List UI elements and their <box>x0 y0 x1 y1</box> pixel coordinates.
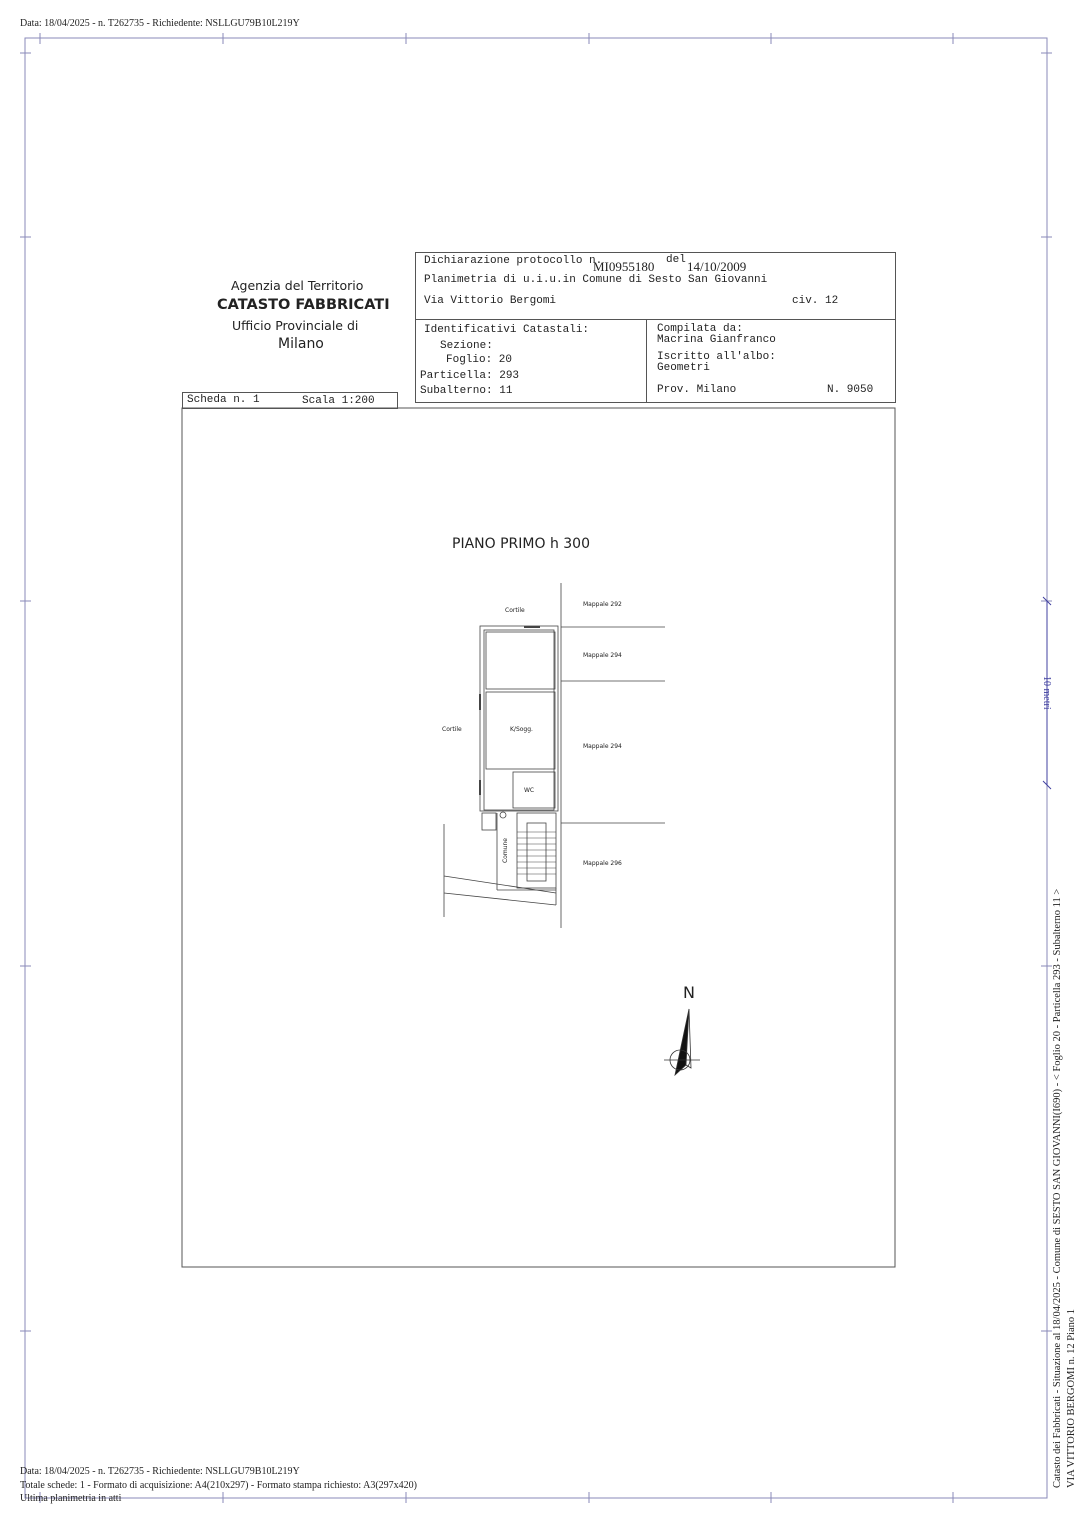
protocol-number: MI0955180 <box>593 259 655 274</box>
declaration-box <box>415 252 896 320</box>
label-wc: WC <box>524 787 535 794</box>
label-mappale-294-b: Mappale 294 <box>583 743 622 750</box>
compiler-box <box>646 319 896 403</box>
foglio: Foglio: 20 <box>446 354 513 366</box>
province: Prov. Milano <box>657 384 737 396</box>
register-number: N. 9050 <box>827 384 874 396</box>
address: Via Vittorio Bergomi <box>424 295 557 307</box>
sheet-number: Scheda n. 1 <box>187 394 260 406</box>
scale-bar-label: 10 metri <box>1041 676 1052 710</box>
particella: Particella: 293 <box>420 370 520 382</box>
sezione: Sezione: <box>440 340 493 352</box>
label-mappale-294-a: Mappale 294 <box>583 652 622 659</box>
compiler-name: Macrina Gianfranco <box>657 334 776 346</box>
agency-office: Ufficio Provinciale di <box>232 318 359 333</box>
label-comune: Comune <box>502 838 509 864</box>
footer-line-2: Totale schede: 1 - Formato di acquisizione: A4(210x297) - Formato stampa richiesto: A3(297x420) <box>20 1480 417 1491</box>
plan-title: PIANO PRIMO h 300 <box>452 536 590 552</box>
side-text-address: VIA VITTORIO BERGOMI n. 12 Piano 1 <box>1066 1309 1077 1488</box>
identifiers-box <box>415 319 647 403</box>
compiled-label: Compilata da: <box>657 323 743 335</box>
label-cortile-left: Cortile <box>442 726 462 733</box>
protocol-label: Dichiarazione protocollo n. <box>424 255 603 267</box>
plan-label: Planimetria di u.i.u.in Comune di Sesto San Giovanni <box>424 274 768 286</box>
side-text-situation: Catasto dei Fabbricati - Situazione al 18/04/2025 - Comune di SESTO SAN GIOVANNI(I690) - < Foglio 20 - Particella 293 - Subalterno 11 > <box>1052 888 1063 1488</box>
identifiers-title: Identificativi Catastali: <box>424 324 590 336</box>
label-mappale-292: Mappale 292 <box>583 601 622 608</box>
label-mappale-296: Mappale 296 <box>583 860 622 867</box>
footer-line-1: Data: 18/04/2025 - n. T262735 - Richiedente: NSLLGU79B10L219Y <box>20 1466 300 1477</box>
civic-number: civ. 12 <box>792 295 839 307</box>
agency-city: Milano <box>278 336 324 352</box>
agency-department: CATASTO FABBRICATI <box>217 297 390 313</box>
north-arrow-icon <box>664 1009 700 1075</box>
register: Geometri <box>657 362 710 374</box>
scale: Scala 1:200 <box>302 395 375 407</box>
sheet-box <box>182 392 398 409</box>
label-room: K/Sogg. <box>510 726 533 733</box>
date-label: del <box>666 254 686 266</box>
subalterno: Subalterno: 11 <box>420 385 513 397</box>
footer-line-3: Ultima planimetria in atti <box>20 1493 122 1504</box>
label-cortile-top: Cortile <box>505 607 525 614</box>
register-label: Iscritto all'albo: <box>657 351 776 363</box>
print-header: Data: 18/04/2025 - n. T262735 - Richiedente: NSLLGU79B10L219Y <box>20 18 300 29</box>
floor-plan <box>444 583 665 928</box>
north-label: N <box>683 983 695 1002</box>
declaration-date: 14/10/2009 <box>687 259 747 274</box>
agency-name: Agenzia del Territorio <box>231 278 364 293</box>
